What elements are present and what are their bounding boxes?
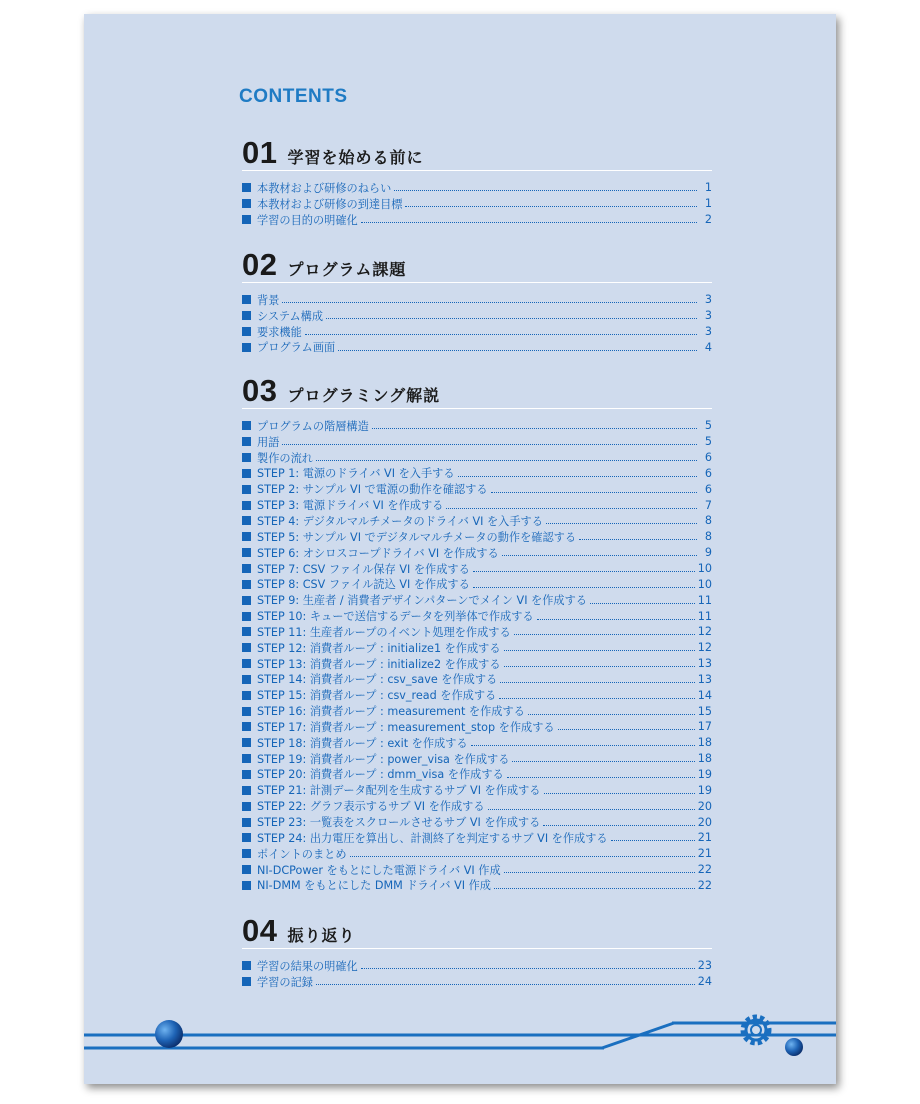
square-bullet-icon xyxy=(242,548,251,557)
section-heading xyxy=(242,247,712,283)
toc-entry-label: STEP 10: キューで送信するデータを列挙体で作成する xyxy=(257,610,534,624)
toc-entry-label: NI-DCPower をもとにした電源ドライバ VI 作成 xyxy=(257,863,501,877)
section-heading xyxy=(242,135,712,171)
square-bullet-icon xyxy=(242,770,251,779)
toc-entry-label: STEP 1: 電源のドライバ VI を入手する xyxy=(257,467,455,481)
dot-leader xyxy=(326,318,697,319)
dot-leader xyxy=(446,508,697,509)
toc-section-02 xyxy=(242,247,712,355)
toc-entry-label: 学習の結果の明確化 xyxy=(257,959,358,973)
square-bullet-icon xyxy=(242,453,251,462)
circuit-decoration xyxy=(84,1004,836,1074)
toc-page-number: 13 xyxy=(697,657,712,671)
square-bullet-icon xyxy=(242,421,251,430)
toc-page-number: 13 xyxy=(697,672,712,686)
section-heading xyxy=(242,913,712,949)
dot-leader xyxy=(544,793,695,794)
square-bullet-icon xyxy=(242,977,251,986)
section-title: プログラミング解説 xyxy=(287,386,441,405)
square-bullet-icon xyxy=(242,754,251,763)
dot-leader xyxy=(558,729,695,730)
square-bullet-icon xyxy=(242,215,251,224)
toc-entry[interactable] xyxy=(242,545,712,561)
toc-entry-label: STEP 11: 生産者ループのイベント処理を作成する xyxy=(257,625,511,639)
square-bullet-icon xyxy=(242,596,251,605)
square-bullet-icon xyxy=(242,627,251,636)
toc-entry[interactable] xyxy=(242,513,712,529)
toc-entry-label: 製作の流れ xyxy=(257,451,313,465)
toc-entry[interactable] xyxy=(242,212,712,228)
toc-entry[interactable] xyxy=(242,846,712,862)
dot-leader xyxy=(502,555,697,556)
toc-entry[interactable] xyxy=(242,324,712,340)
square-bullet-icon xyxy=(242,786,251,795)
section-heading xyxy=(242,373,712,409)
toc-entry-label: プログラムの階層構造 xyxy=(257,419,369,433)
toc-entry[interactable] xyxy=(242,877,712,893)
toc-entry-label: STEP 15: 消費者ループ : csv_read を作成する xyxy=(257,689,497,703)
section-number: 01 xyxy=(242,135,278,170)
toc-page-number: 23 xyxy=(697,959,712,973)
dot-leader xyxy=(316,460,697,461)
toc-page-number: 11 xyxy=(697,609,712,623)
square-bullet-icon xyxy=(242,643,251,652)
dot-leader xyxy=(473,587,695,588)
square-bullet-icon xyxy=(242,961,251,970)
toc-page-number: 12 xyxy=(697,641,712,655)
toc-entry[interactable] xyxy=(242,814,712,830)
section-number: 03 xyxy=(242,373,278,408)
square-bullet-icon xyxy=(242,849,251,858)
dot-leader xyxy=(491,492,697,493)
square-bullet-icon xyxy=(242,707,251,716)
toc-entry-label: STEP 20: 消費者ループ : dmm_visa を作成する xyxy=(257,768,504,782)
dot-leader xyxy=(499,698,695,699)
toc-page-number: 6 xyxy=(704,466,712,480)
document-page xyxy=(84,14,836,1084)
section-number: 04 xyxy=(242,913,278,948)
toc-section-04 xyxy=(242,913,712,990)
section-title: 学習を始める前に xyxy=(287,148,424,167)
toc-entry[interactable] xyxy=(242,340,712,356)
dot-leader xyxy=(504,872,695,873)
toc-entry[interactable] xyxy=(242,292,712,308)
toc-entry[interactable] xyxy=(242,687,712,703)
toc-section-03 xyxy=(242,373,712,893)
section-title: 振り返り xyxy=(287,926,356,945)
toc-entry[interactable] xyxy=(242,640,712,656)
toc-entry[interactable] xyxy=(242,751,712,767)
dot-leader xyxy=(494,888,695,889)
square-bullet-icon xyxy=(242,564,251,573)
toc-entry-label: システム構成 xyxy=(257,309,324,323)
toc-entry-label: プログラム画面 xyxy=(257,341,336,355)
toc-page-number: 9 xyxy=(704,546,712,560)
square-bullet-icon xyxy=(242,691,251,700)
toc-page-number: 1 xyxy=(704,197,712,211)
toc-entry-label: 用語 xyxy=(257,435,280,449)
dot-leader xyxy=(305,334,697,335)
toc-entry-label: STEP 6: オシロスコープドライバ VI を作成する xyxy=(257,546,499,560)
toc-entry[interactable] xyxy=(242,767,712,783)
toc-page-number: 18 xyxy=(697,736,712,750)
toc-entry[interactable] xyxy=(242,656,712,672)
toc-entry[interactable] xyxy=(242,735,712,751)
toc-entry[interactable] xyxy=(242,958,712,974)
square-bullet-icon xyxy=(242,183,251,192)
toc-page-number: 5 xyxy=(704,419,712,433)
dot-leader xyxy=(537,619,695,620)
toc-entry-label: STEP 2: サンプル VI で電源の動作を確認する xyxy=(257,483,488,497)
toc-entry-label: STEP 7: CSV ファイル保存 VI を作成する xyxy=(257,562,470,576)
toc-entry-label: STEP 14: 消費者ループ : csv_save を作成する xyxy=(257,673,498,687)
toc-entry-label: 学習の記録 xyxy=(257,975,313,989)
square-bullet-icon xyxy=(242,802,251,811)
dot-leader xyxy=(488,809,695,810)
toc-page-number: 8 xyxy=(704,530,712,544)
toc-entry-label: STEP 8: CSV ファイル読込 VI を作成する xyxy=(257,578,470,592)
toc-entry-label: 本教材および研修のねらい xyxy=(257,181,392,195)
dot-leader xyxy=(338,350,697,351)
square-bullet-icon xyxy=(242,311,251,320)
toc-entry-label: STEP 17: 消費者ループ : measurement_stop を作成する xyxy=(257,720,555,734)
toc-entry[interactable] xyxy=(242,672,712,688)
toc-entry[interactable] xyxy=(242,561,712,577)
dot-leader xyxy=(361,968,695,969)
toc-entry-label: ポイントのまとめ xyxy=(257,847,347,861)
square-bullet-icon xyxy=(242,516,251,525)
dot-leader xyxy=(504,666,695,667)
toc-page-number: 11 xyxy=(697,593,712,607)
dot-leader xyxy=(507,777,695,778)
square-bullet-icon xyxy=(242,437,251,446)
toc-page-number: 1 xyxy=(704,181,712,195)
square-bullet-icon xyxy=(242,343,251,352)
dot-leader xyxy=(405,206,697,207)
circuit-lines-icon xyxy=(84,1023,836,1048)
section-title: プログラム課題 xyxy=(287,260,407,279)
toc-entry-label: 背景 xyxy=(257,293,280,307)
square-bullet-icon xyxy=(242,659,251,668)
toc-entry[interactable] xyxy=(242,481,712,497)
square-bullet-icon xyxy=(242,501,251,510)
toc-page-number: 12 xyxy=(697,625,712,639)
toc-entry[interactable] xyxy=(242,418,712,434)
toc-page-number: 18 xyxy=(697,752,712,766)
gear-icon xyxy=(743,1017,769,1043)
square-bullet-icon xyxy=(242,327,251,336)
toc-page-number: 21 xyxy=(697,847,712,861)
dot-leader xyxy=(372,428,697,429)
square-bullet-icon xyxy=(242,199,251,208)
toc-entry-list xyxy=(242,292,712,355)
toc-page-number: 7 xyxy=(704,498,712,512)
toc-page-number: 14 xyxy=(697,688,712,702)
square-bullet-icon xyxy=(242,580,251,589)
toc-entry-label: STEP 4: デジタルマルチメータのドライバ VI を入手する xyxy=(257,514,543,528)
toc-entry[interactable] xyxy=(242,592,712,608)
dot-leader xyxy=(471,745,695,746)
toc-page-number: 15 xyxy=(697,704,712,718)
dot-leader xyxy=(394,190,697,191)
toc-entry-label: STEP 9: 生産者 / 消費者デザインパターンでメイン VI を作成する xyxy=(257,594,587,608)
toc-entry[interactable] xyxy=(242,798,712,814)
dot-leader xyxy=(512,761,694,762)
toc-entry-label: 要求機能 xyxy=(257,325,302,339)
dot-leader xyxy=(546,523,697,524)
toc-page-number: 22 xyxy=(697,863,712,877)
dot-leader xyxy=(350,856,695,857)
toc-entry-label: STEP 21: 計測データ配列を生成するサブ VI を作成する xyxy=(257,784,541,798)
toc-entry-label: STEP 19: 消費者ループ : power_visa を作成する xyxy=(257,752,510,766)
toc-page-number: 10 xyxy=(697,577,712,591)
toc-section-01 xyxy=(242,135,712,228)
toc-entry-label: STEP 22: グラフ表示するサブ VI を作成する xyxy=(257,800,485,814)
dot-leader xyxy=(282,444,697,445)
toc-page-number: 10 xyxy=(697,562,712,576)
square-bullet-icon xyxy=(242,485,251,494)
square-bullet-icon xyxy=(242,833,251,842)
dot-leader xyxy=(500,682,695,683)
toc-entry[interactable] xyxy=(242,719,712,735)
square-bullet-icon xyxy=(242,881,251,890)
toc-page-number: 6 xyxy=(704,451,712,465)
toc-page-number: 3 xyxy=(704,309,712,323)
toc-entry[interactable] xyxy=(242,308,712,324)
square-bullet-icon xyxy=(242,722,251,731)
toc-entry-label: STEP 3: 電源ドライバ VI を作成する xyxy=(257,499,444,513)
dot-leader xyxy=(611,840,695,841)
toc-entry-list xyxy=(242,180,712,228)
toc-entry-label: STEP 24: 出力電圧を算出し、計測終了を判定するサブ VI を作成する xyxy=(257,831,608,845)
dot-leader xyxy=(316,984,695,985)
toc-entry[interactable] xyxy=(242,434,712,450)
dot-leader xyxy=(590,603,695,604)
toc-entry[interactable] xyxy=(242,529,712,545)
toc-page-number: 22 xyxy=(697,878,712,892)
dot-leader xyxy=(458,476,697,477)
toc-page-number: 4 xyxy=(704,340,712,354)
toc-page-number: 24 xyxy=(697,975,712,989)
toc-entry[interactable] xyxy=(242,974,712,990)
toc-page-number: 17 xyxy=(697,720,712,734)
toc-page-number: 20 xyxy=(697,799,712,813)
blue-sphere-icon xyxy=(155,1020,183,1048)
toc-page-number: 3 xyxy=(704,325,712,339)
toc-page-number: 21 xyxy=(697,831,712,845)
square-bullet-icon xyxy=(242,738,251,747)
square-bullet-icon xyxy=(242,612,251,621)
toc-entry-label: STEP 23: 一覧表をスクロールさせるサブ VI を作成する xyxy=(257,816,541,830)
dot-leader xyxy=(504,650,695,651)
toc-page-number: 19 xyxy=(697,783,712,797)
dot-leader xyxy=(579,539,697,540)
toc-entry[interactable] xyxy=(242,782,712,798)
toc-page-number: 19 xyxy=(697,767,712,781)
dot-leader xyxy=(282,302,697,303)
toc-entry[interactable] xyxy=(242,450,712,466)
toc-entry-label: NI-DMM をもとにした DMM ドライバ VI 作成 xyxy=(257,879,491,893)
toc-entry-label: STEP 18: 消費者ループ : exit を作成する xyxy=(257,736,468,750)
toc-entry[interactable] xyxy=(242,196,712,212)
square-bullet-icon xyxy=(242,865,251,874)
square-bullet-icon xyxy=(242,532,251,541)
square-bullet-icon xyxy=(242,295,251,304)
toc-entry-label: STEP 5: サンプル VI でデジタルマルチメータの動作を確認する xyxy=(257,530,577,544)
square-bullet-icon xyxy=(242,469,251,478)
toc-entry[interactable] xyxy=(242,497,712,513)
toc-entry[interactable] xyxy=(242,576,712,592)
toc-entry[interactable] xyxy=(242,862,712,878)
toc-entry-label: STEP 12: 消費者ループ : initialize1 を作成する xyxy=(257,641,501,655)
toc-entry-label: 学習の目的の明確化 xyxy=(257,213,358,227)
toc-entry[interactable] xyxy=(242,624,712,640)
toc-entry-label: STEP 13: 消費者ループ : initialize2 を作成する xyxy=(257,657,501,671)
square-bullet-icon xyxy=(242,675,251,684)
toc-entry[interactable] xyxy=(242,180,712,196)
toc-page-number: 20 xyxy=(697,815,712,829)
toc-entry-label: 本教材および研修の到達目標 xyxy=(257,197,403,211)
toc-entry-label: STEP 16: 消費者ループ : measurement を作成する xyxy=(257,705,525,719)
dot-leader xyxy=(528,714,695,715)
toc-entry-list xyxy=(242,958,712,990)
dot-leader xyxy=(514,634,695,635)
toc-page-number: 8 xyxy=(704,514,712,528)
toc-page-number: 5 xyxy=(704,435,712,449)
toc-entry-list xyxy=(242,418,712,893)
toc-page-number: 2 xyxy=(704,213,712,227)
dot-leader xyxy=(543,825,694,826)
small-sphere-icon xyxy=(785,1038,803,1056)
toc-entry[interactable] xyxy=(242,608,712,624)
toc-page-number: 6 xyxy=(704,482,712,496)
toc-entry[interactable] xyxy=(242,703,712,719)
dot-leader xyxy=(361,222,697,223)
square-bullet-icon xyxy=(242,818,251,827)
section-number: 02 xyxy=(242,247,278,282)
toc-entry[interactable] xyxy=(242,830,712,846)
contents-title: CONTENTS xyxy=(239,86,348,107)
toc-entry[interactable] xyxy=(242,466,712,482)
toc-page-number: 3 xyxy=(704,293,712,307)
dot-leader xyxy=(473,571,695,572)
